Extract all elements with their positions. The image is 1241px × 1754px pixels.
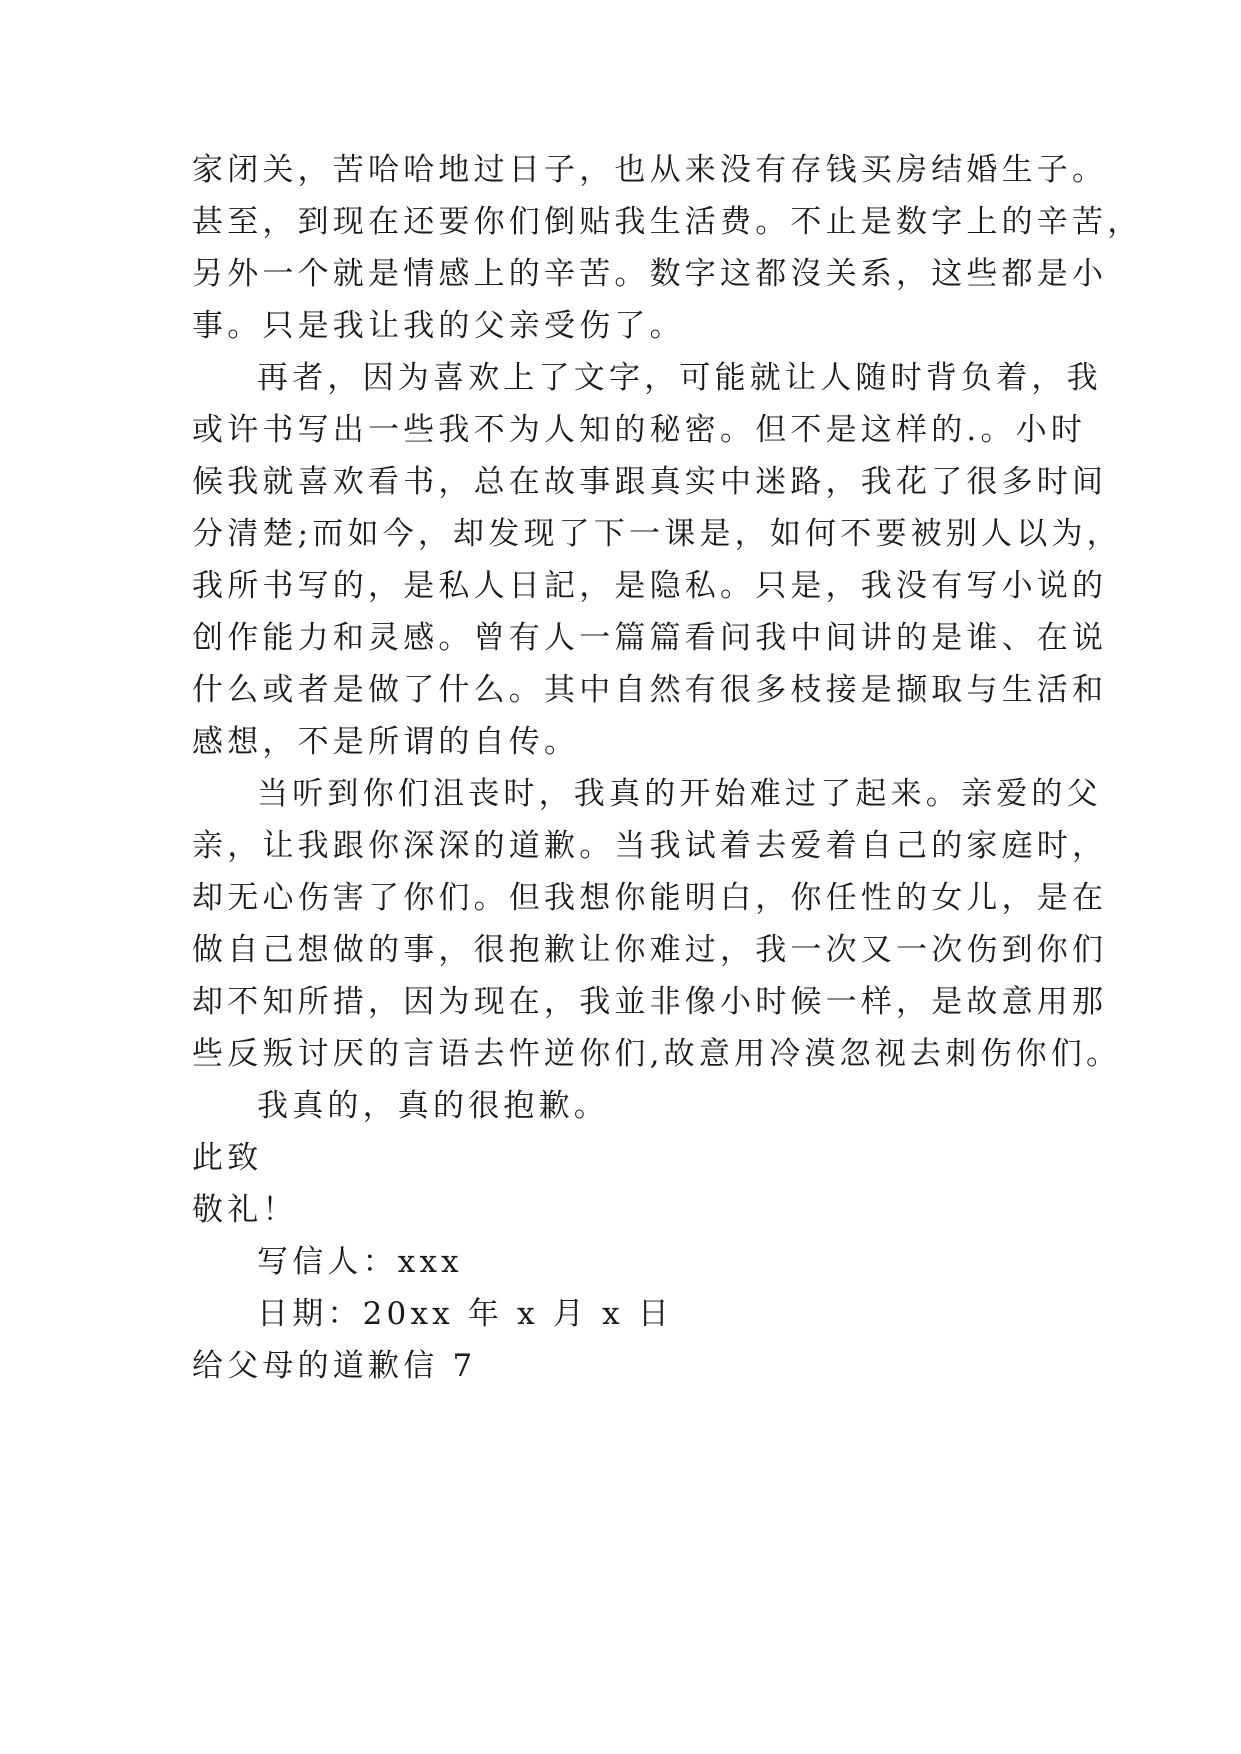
paragraph-start-line: 我真的，真的很抱歉。 [257,1088,609,1124]
text-line: 另外一个就是情感上的辛苦。数字这都沒关系，这些都是小 [192,256,1108,292]
text-line: 事。只是我让我的父亲受伤了。 [192,308,685,344]
text-line: 却不知所措，因为现在，我並非像小时候一样，是故意用那 [192,984,1108,1020]
text-line: 做自己想做的事，很抱歉让你难过，我一次又一次伤到你们 [192,932,1108,968]
text-line: 甚至，到现在还要你们倒贴我生活费。不止是数字上的辛苦， [192,204,1143,240]
date-line: 日期：20xx 年 x 月 x 日 [257,1296,674,1332]
salutation: 敬礼！ [192,1192,298,1228]
text-line: 感想，不是所谓的自传。 [192,724,580,760]
text-line: 什么或者是做了什么。其中自然有很多枝接是撷取与生活和 [192,672,1108,708]
paragraph-start-line: 再者，因为喜欢上了文字，可能就让人随时背负着，我 [257,360,1102,396]
section-heading: 给父母的道歉信 7 [192,1348,477,1384]
text-line: 候我就喜欢看书，总在故事跟真实中迷路，我花了很多时间 [192,464,1108,500]
text-line: 家闭关，苦哈哈地过日子，也从来没有存钱买房结婚生子。 [192,152,1108,188]
closing-phrase: 此致 [192,1140,263,1176]
text-line: 分清楚;而如今，却发现了下一课是，如何不要被别人以为， [192,516,1122,552]
signature-line: 写信人：xxx [257,1244,463,1280]
text-line: 却无心伤害了你们。但我想你能明白，你任性的女儿，是在 [192,880,1108,916]
text-line: 我所书写的，是私人日記，是隐私。只是，我没有写小说的 [192,568,1108,604]
text-line: 亲，让我跟你深深的道歉。当我试着去爱着自己的家庭时， [192,828,1108,864]
text-line: 或许书写出一些我不为人知的秘密。但不是这样的.。小时 [192,412,1087,448]
paragraph-start-line: 当听到你们沮丧时，我真的开始难过了起来。亲爱的父 [257,776,1102,812]
text-line: 创作能力和灵感。曾有人一篇篇看问我中间讲的是谁、在说 [192,620,1108,656]
text-line: 些反叛讨厌的言语去忤逆你们,故意用冷漠忽视去刺伤你们。 [192,1036,1122,1072]
